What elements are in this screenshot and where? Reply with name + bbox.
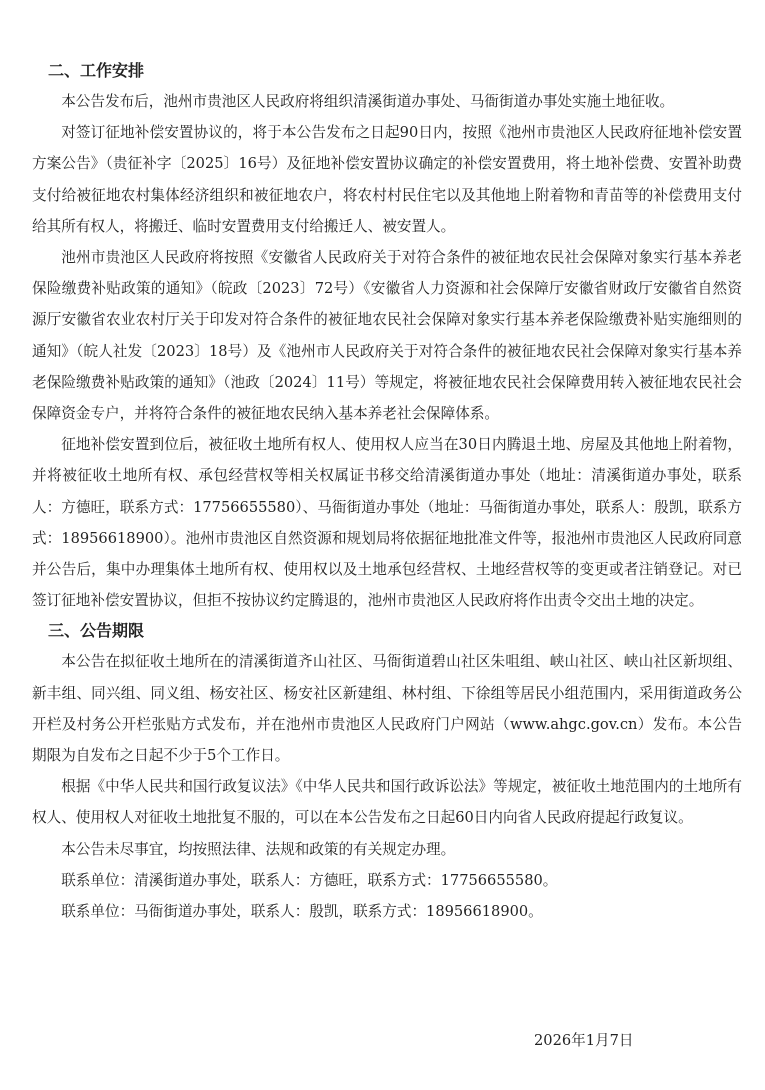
document-body <box>32 56 742 927</box>
work-paragraph-3: 池州市贵池区人民政府将按照《安徽省人民政府关于对符合条件的被征地农民社会保障对象实行基本养老保险缴费补贴政策的通知》（皖政〔2023〕72号）《安徽省人力资源和社会保障厅安徽省财政厅安徽省自然资源厅安徽省农业农村厅关于印发对符合条件的被征地农民社会保障对象实行基本养老保险缴费补贴实施细则的通知》（皖人社发〔2023〕18号）及《池州市人民政府关于对符合条件的被征地农民社会保障对象实行基本养老保险缴费补贴政策的通知》（池政〔2024〕11号）等规定，将被征地农民社会保障费用转入被征地农民社会保障资金专户，并将符合条件的被征地农民纳入基本养老社会保障体系。 <box>32 249 742 423</box>
section-heading-period: 三、公告期限 <box>48 621 145 641</box>
work-paragraph-2: 对签订征地补偿安置协议的，将于本公告发布之日起90日内，按照《池州市贵池区人民政府征地补偿安置方案公告》（贵征补字〔2025〕16号）及征地补偿安置协议确定的补偿安置费用，将土地补偿费、安置补助费支付给被征地农村集体经济组织和被征地农户，将农村村民住宅以及其他地上附着物和青苗等的补偿费用支付给其所有权人，将搬迁、临时安置费用支付给搬迁人、被安置人。 <box>32 124 742 235</box>
section-heading-work: 二、工作安排 <box>48 61 145 80</box>
period-paragraph-1: 本公告在拟征收土地所在的清溪街道齐山社区、马衙街道碧山社区朱咀组、峡山社区、峡山社区新坝组、新丰组、同兴组、同义组、杨安社区、杨安社区新建组、林村组、下徐组等居民小组范围内，采用街道政务公开栏及村务公开栏张贴方式发布，并在池州市贵池区人民政府门户网站（www.ahgc.gov.cn）发布。本公告期限为自发布之日起不少于5个工作日。 <box>32 653 742 765</box>
work-paragraph-1: 本公告发布后，池州市贵池区人民政府将组织清溪街道办事处、马衙街道办事处实施土地征收。 <box>61 93 675 110</box>
period-paragraph-2: 根据《中华人民共和国行政复议法》《中华人民共和国行政诉讼法》等规定，被征收土地范围内的土地所有权人、使用权人对征收土地批复不服的，可以在本公告发布之日起60日内向省人民政府提起行政复议。 <box>32 778 742 827</box>
work-paragraph-4: 征地补偿安置到位后，被征收土地所有权人、使用权人应当在30日内腾退土地、房屋及其他地上附着物，并将被征收土地所有权、承包经营权等相关权属证书移交给清溪街道办事处（地址：清溪街道办事处，联系人：方德旺，联系方式：17756655580）、马衙街道办事处（地址：马衙街道办事处，联系人：殷凯，联系方式：18956618900）。池州市贵池区自然资源和规划局将依据征地批准文件等，报池州市贵池区人民政府同意并公告后，集中办理集体土地所有权、使用权以及土地承包经营权、土地经营权等的变更或者注销登记。对已签订征地补偿安置协议，但拒不按协议约定腾退的，池州市贵池区人民政府将作出责令交出土地的决定。 <box>32 436 742 610</box>
contact-qingxi: 联系单位：清溪街道办事处，联系人：方德旺，联系方式：17756655580。 <box>61 871 558 889</box>
period-paragraph-3: 本公告未尽事宜，均按照法律、法规和政策的有关规定办理。 <box>61 840 456 858</box>
issue-date: 2026年1月7日 <box>534 1032 634 1049</box>
contact-maya: 联系单位：马衙街道办事处，联系人：殷凯，联系方式：18956618900。 <box>61 903 543 921</box>
